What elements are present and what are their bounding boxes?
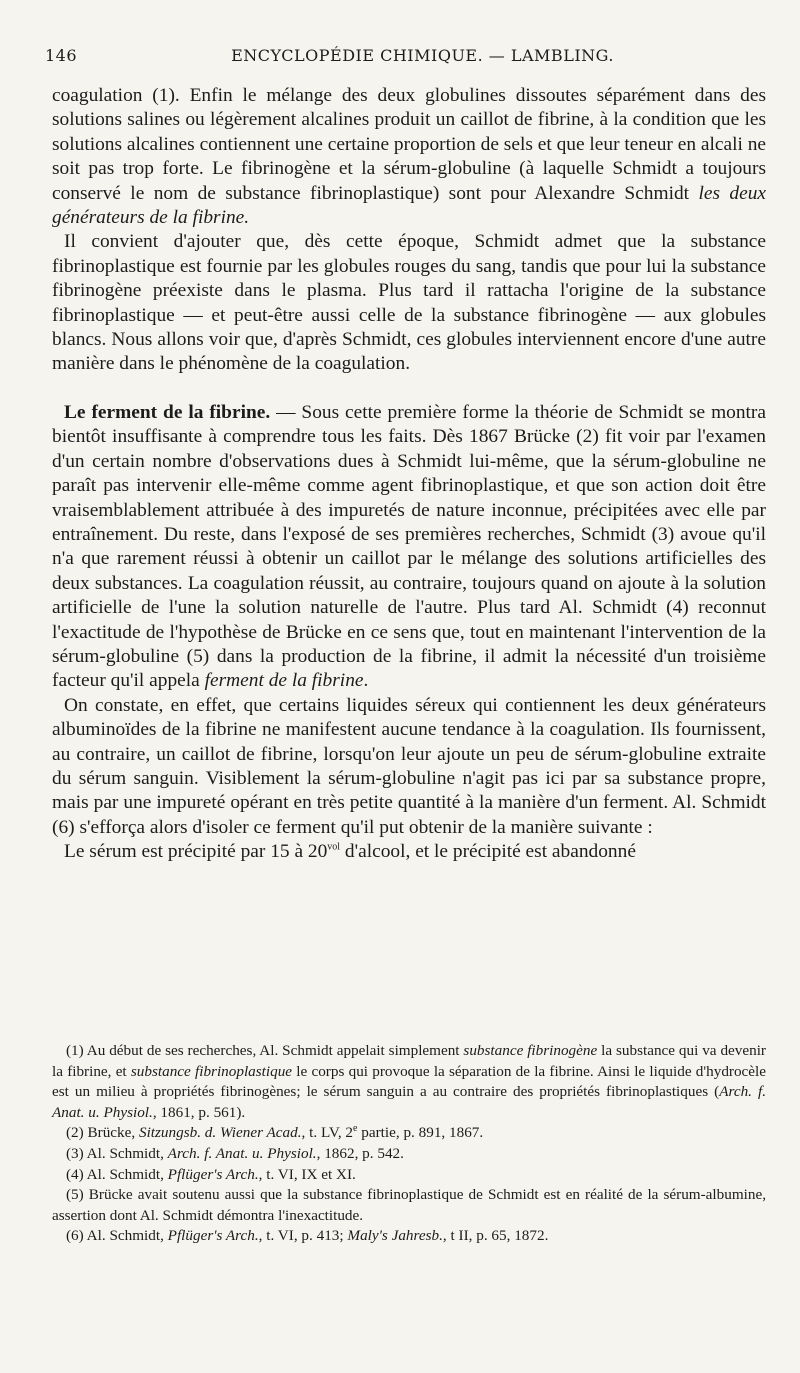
footnote-2 [52, 1123, 766, 1144]
section-heading: Le ferment de la fibrine. [64, 401, 271, 423]
running-header [45, 46, 760, 70]
footnote-2-text-3: partie, p. 891, 1867. [357, 1124, 484, 1142]
footnote-1-text: (1) Au début de ses recherches, Al. Schmidt appelait simplement [66, 1042, 464, 1059]
paragraph-3-emphasis: ferment de la fibrine [204, 670, 364, 692]
footnote-1-term-2: substance fibrinoplastique [130, 1062, 293, 1080]
footnote-6-journal: Pflüger's Arch. [167, 1227, 259, 1245]
footnote-2-superscript: e [353, 1123, 358, 1135]
footnote-3-text: (3) Al. Schmidt, [66, 1144, 168, 1162]
footnote-1-journal: Arch. f. Anat. u. Physiol. [52, 1083, 766, 1121]
volume-superscript: vol [327, 841, 341, 853]
paragraph-5 [52, 840, 766, 864]
paragraph-5-text: Le sérum est précipité par 15 à 20 [64, 841, 328, 863]
footnote-6 [52, 1226, 766, 1247]
paragraph-1-emphasis: les deux générateurs de la fibrine. [52, 182, 766, 229]
footnote-2-text: (2) Brücke, [66, 1124, 139, 1142]
paragraph-3 [52, 401, 766, 694]
paragraph-1 [52, 84, 766, 230]
paragraph-2 [52, 230, 766, 376]
footnote-4 [52, 1165, 766, 1186]
footnote-3-journal: Arch. f. Anat. u. Physiol. [167, 1144, 317, 1162]
footnote-4-text: (4) Al. Schmidt, [66, 1165, 168, 1183]
running-title: ENCYCLOPÉDIE CHIMIQUE. — LAMBLING. [231, 46, 614, 65]
footnote-3 [52, 1144, 766, 1165]
footnote-5 [52, 1185, 766, 1226]
paragraph-3-text: — Sous cette première forme la théorie de Schmidt se montra bientôt insuffisante à comprendre tous les faits. Dès 1867 Brücke (2) fit voir par l'examen d'un certain nombre d'observations dues à Schmidt lui-même, que la sérum-globuline ne paraît pas intervenir elle-même comme agent fibrinoplastique, et que son action doit être vraisemblablement attribuée à des impuretés de nature inconnue, précipitées avec elle par entraînement. Du reste, dans l'exposé de ses premières recherches, Schmidt (3) avoue qu'il n'a que rarement réussi à obtenir un caillot par le mélange des solutions artificielles des deux substances. La coagulation réussit, au contraire, toujours quand on ajoute à la solution artificielle de l'une la solution naturelle de l'autre. Plus tard Al. Schmidt (4) reconnut l'exactitude de l'hypothèse de Brücke en ce sens que, tout en maintenant l'intervention de la sérum-globuline (5) dans la production de la fibrine, il admit la nécessité d'un troisième facteur qu'il appela [52, 401, 766, 692]
paragraph-3-end: . [363, 670, 369, 692]
footnote-6-text-3: , t II, p. 65, 1872. [442, 1227, 549, 1245]
paragraph-4-text: On constate, en effet, que certains liquides séreux qui contiennent les deux générateurs albuminoïdes de la fibrine ne manifestent aucune tendance à la coagulation. Ils fournissent, au contraire, un caillot de fibrine, lorsqu'on leur ajoute un peu de sérum-globuline extraite du sérum sanguin. Visiblement la sérum-globuline n'agit pas ici par sa substance propre, mais par une impureté opérant en très petite quantité à la manière d'un ferment. Al. Schmidt (6) s'efforça alors d'isoler ce ferment qu'il put obtenir de la manière suivante : [52, 694, 766, 838]
footnote-1-text-3: le corps qui provoque la séparation de la fibrine. Ainsi le liquide d'hydrocèle est un milieu à propriétés fibrinogènes; le sérum sanguin a au contraire des propriétés fibrinoplastiques ( [52, 1062, 767, 1101]
footnote-4-text-2: , t. VI, IX et XI. [258, 1165, 356, 1183]
paragraph-1-text: coagulation (1). Enfin le mélange des deux globulines dissoutes séparément dans des solutions salines ou légèrement alcalines produit un caillot de fibrine, à la condition que les solutions alcalines contiennent une certaine proportion de sels et que leur teneur en alcali ne soit pas trop forte. Le fibrinogène et la sérum-globuline (à laquelle Schmidt a toujours conservé le nom de substance fibrinoplastique) sont pour Alexandre Schmidt [52, 85, 766, 204]
footnote-2-text-2: , t. LV, 2 [301, 1124, 354, 1142]
footnotes [52, 1041, 766, 1247]
footnote-1-text-4: , 1861, p. 561). [152, 1103, 246, 1121]
paragraph-2-text: Il convient d'ajouter que, dès cette époque, Schmidt admet que la substance fibrinoplastique est fournie par les globules rouges du sang, tandis que pour lui la substance fibrinogène préexiste dans le plasma. Plus tard il rattacha l'origine de la substance fibrinoplastique — et peut-être aussi celle de la substance fibrinogène — aux globules blancs. Nous allons voir que, d'après Schmidt, ces globules interviennent encore d'une autre manière dans le phénomène de la coagulation. [52, 231, 766, 375]
footnote-2-journal: Sitzungsb. d. Wiener Acad. [138, 1124, 302, 1142]
footnote-1-text-2: la substance qui va devenir la fibrine, et [52, 1042, 766, 1080]
footnote-6-journal-2: Maly's Jahresb. [347, 1227, 443, 1245]
paragraph-5-end: d'alcool, et le précipité est abandonné [340, 841, 636, 863]
footnote-1-term: substance fibrinogène [463, 1042, 598, 1059]
footnote-5-text: (5) Brücke avait soutenu aussi que la substance fibrinoplastique de Schmidt est en réalité de la sérum-albumine, assertion dont Al. Schmidt démontra l'inexactitude. [52, 1186, 766, 1224]
page-number: 146 [45, 46, 78, 65]
main-text [52, 84, 766, 865]
footnote-6-text-2: , t. VI, p. 413; [258, 1227, 348, 1245]
footnote-4-journal: Pflüger's Arch. [167, 1165, 259, 1183]
paragraph-4 [52, 694, 766, 840]
footnote-1 [52, 1041, 766, 1123]
footnote-3-text-2: , 1862, p. 542. [316, 1144, 404, 1162]
footnote-6-text: (6) Al. Schmidt, [66, 1227, 168, 1245]
